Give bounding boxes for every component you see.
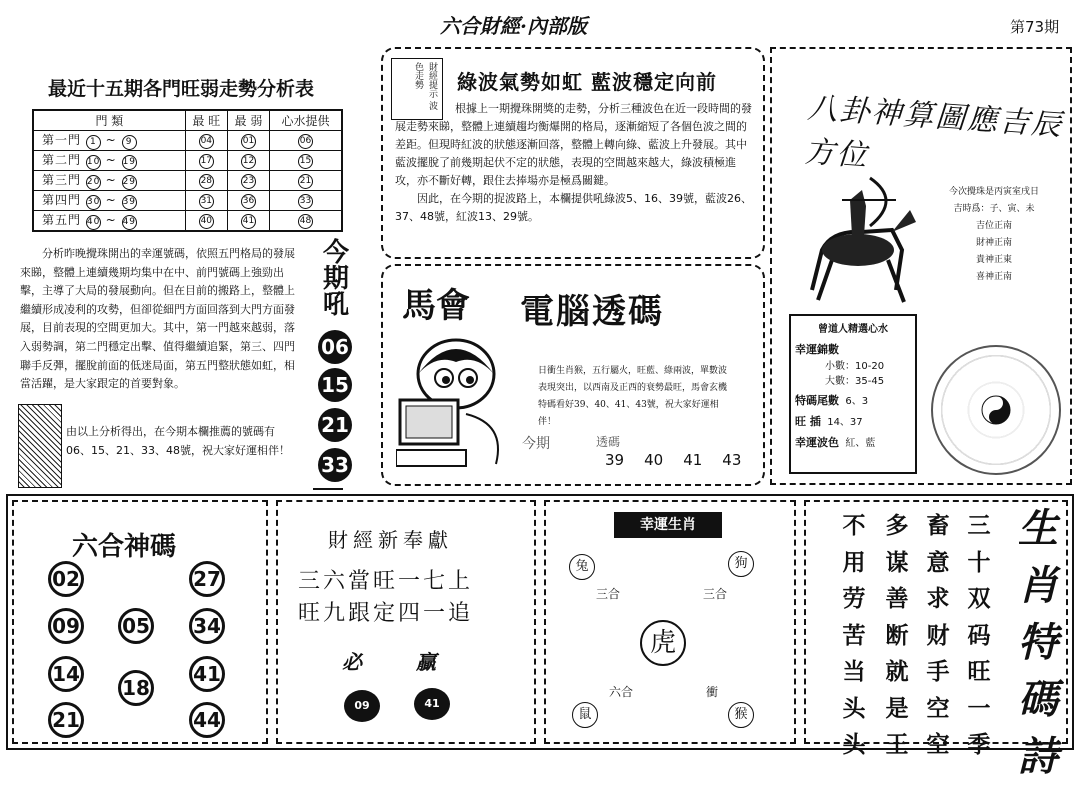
poem-column: 多谋善断就是王 (885, 512, 909, 758)
zodiac-item: 鼠 (572, 702, 598, 728)
tip-cell (270, 150, 342, 170)
range-sep: ~ (105, 212, 117, 227)
gate-label: 第五門 (42, 212, 82, 227)
best-cell (185, 210, 227, 231)
gate-label: 第三門 (42, 172, 82, 187)
wave-stamp: 財經提示 波色走勢 (391, 58, 443, 120)
wave-para1: 根據上一期攪珠開獎的走勢，分析三種波色在近一段時間的發展走勢來睇，整體上連續趨均衡爆開的格局，逐漸縮短了各個色波之間的差距。但現時紅波的狀態逐漸回落，整體上轉向綠、藍波上升發展。其中藍波擺脫了前幾期起伏不定的狀態，表現的空間越來越大，綠波積極進攻，亦不斷好轉，跟住去捧場亦是極爲關鍵。 (395, 102, 752, 187)
lucky-prosper: 14、37 (827, 417, 863, 428)
tip-value: 06 (298, 134, 313, 149)
trend-analysis: 分析昨晚攪珠開出的幸運號碼，依照五門格局的發展來睇，整體上連續幾期均集中在中、前門號碼上強勁出擊，主導了大局的發展動向。但在目前的搬路上，整體上繼續形成凌利的攻勢，但卻從細門方面回落到大門方面發展，目前表現的空間更加大。其中，第一門越來越弱，落入弱勢調，第二門穩定出擊、值得繼續追緊，第三、四門聯手反彈，擺脫前面的低迷局面，第五門整狀態如虹，相當活躍，是大家跟定的首要對象。 (20, 247, 295, 391)
finance-line2: 旺九跟定四一追 (298, 601, 474, 626)
range-from: 40 (86, 215, 101, 230)
weak-value: 12 (241, 154, 256, 169)
gate-label: 第一門 (42, 132, 82, 147)
computer-number: 43 (722, 451, 742, 469)
best-value: 28 (199, 174, 214, 189)
lucky-box (789, 314, 917, 474)
col-tip: 心水提供 (270, 110, 342, 130)
computer-illustration (396, 334, 526, 474)
tip-cell (270, 170, 342, 190)
range-sep: ~ (105, 172, 117, 187)
archer-rider-icon (792, 170, 922, 308)
trend-table (32, 109, 343, 232)
best-cell (185, 190, 227, 210)
weak-value: 01 (241, 134, 256, 149)
gate-label: 第四門 (42, 192, 82, 207)
weak-cell (227, 150, 269, 170)
weak-cell (227, 130, 269, 150)
fortune-line: 財神正南 (975, 238, 1012, 248)
col-weak: 最 弱 (227, 110, 269, 130)
weak-cell (227, 170, 269, 190)
finance-must: 必 (342, 650, 362, 674)
zodiac-relation: 三合 (703, 587, 728, 601)
masthead: 六合財經·內部版 (440, 14, 587, 38)
lucky-tail-label: 特碼尾數 (795, 394, 839, 407)
tip-cell (270, 210, 342, 231)
god-code: 18 (118, 670, 154, 706)
range-to: 19 (122, 155, 137, 170)
poem-column: 畜意求财手空空 (926, 512, 950, 758)
mascot-pupil (466, 376, 474, 384)
finance-title: 財經新奉獻 (328, 528, 453, 552)
god-codes-title: 六合神碼 (72, 532, 177, 562)
lucky-tail: 6、3 (845, 396, 869, 407)
range-from: 30 (86, 195, 101, 210)
lucky-count-label: 幸運錦數 (795, 343, 839, 356)
best-value: 31 (199, 194, 214, 209)
tip-value: 15 (298, 154, 313, 169)
zodiac-relation: 衝 (706, 685, 719, 699)
computer-number: 41 (683, 451, 703, 469)
table-row (33, 150, 342, 170)
trend-header-row (33, 110, 342, 130)
poem-column: 三十双码旺一季 (967, 512, 991, 758)
rider (850, 190, 866, 236)
zodiac-item: 兔 (569, 554, 595, 580)
fortune-title: 八卦神算圖應吉辰方位 (803, 90, 1065, 174)
gate-cell (33, 210, 185, 231)
gate-cell (33, 130, 185, 150)
table-row (33, 190, 342, 210)
zodiac-center: 虎 (640, 620, 686, 666)
keyboard (396, 450, 466, 466)
fortune-line: 吉時爲：子、寅、未 (953, 204, 1035, 214)
mascot-pupil (442, 376, 450, 384)
table-row (33, 170, 342, 190)
tip-value: 48 (298, 214, 313, 229)
lucky-color-label: 幸運波色 (795, 436, 839, 449)
wave-para2: 因此，在今期的捉波路上，本欄提供吼綠波5、16、39號，藍波26、37、48號，紅波13、29號。 (395, 192, 752, 223)
range-to: 9 (122, 135, 137, 150)
computer-number: 39 (605, 451, 625, 469)
roar-ball: 21 (318, 408, 352, 442)
range-to: 49 (122, 215, 137, 230)
god-code: 41 (189, 656, 225, 692)
finance-line1: 三六當旺一七上 (298, 569, 474, 594)
trend-title: 最近十五期各門旺弱走勢分析表 (48, 78, 315, 100)
table-row (33, 210, 342, 231)
computer-label-this: 今期 (522, 436, 550, 452)
gate-cell (33, 170, 185, 190)
lucky-large: 大數：35-45 (825, 376, 885, 387)
bow (870, 178, 886, 226)
roar-label: 今期吼 (322, 238, 349, 320)
tip-value: 21 (298, 174, 313, 189)
finance-number: 09 (344, 690, 380, 722)
god-code: 27 (189, 561, 225, 597)
poem-title: 生肖特碼詩 (1018, 505, 1058, 780)
gate-cell (33, 150, 185, 170)
range-sep: ~ (105, 152, 117, 167)
zodiac-relation: 三合 (596, 587, 621, 601)
horse-head (892, 210, 916, 232)
zodiac-item: 猴 (728, 702, 754, 728)
bagua-wheel-icon (931, 345, 1061, 475)
lucky-header: 曾道人精選心水 (818, 324, 888, 335)
fortune-line: 吉位正南 (975, 221, 1012, 231)
gate-label: 第二門 (42, 152, 82, 167)
range-from: 20 (86, 175, 101, 190)
tip-cell (270, 190, 342, 210)
weak-cell (227, 210, 269, 231)
best-cell (185, 170, 227, 190)
fortune-line: 貴神正東 (975, 255, 1012, 265)
god-code: 44 (189, 702, 225, 738)
lucky-prosper-label: 旺 插 (795, 415, 821, 428)
wave-body (395, 100, 755, 226)
finance-number: 41 (414, 688, 450, 720)
table-row (33, 130, 342, 150)
horse-body (822, 234, 894, 266)
best-value: 40 (199, 214, 214, 229)
tip-value: 33 (298, 194, 313, 209)
mascot-body (466, 414, 498, 464)
god-code: 02 (48, 561, 84, 597)
best-cell (185, 150, 227, 170)
range-sep: ~ (105, 132, 117, 147)
best-value: 17 (199, 154, 214, 169)
fortune-info (924, 184, 1064, 286)
computer-label-pick: 透碼 (596, 435, 621, 449)
zodiac-title: 幸運生肖 (614, 512, 722, 538)
range-sep: ~ (105, 192, 117, 207)
best-value: 04 (199, 134, 214, 149)
issue-number: 第73期 (1010, 18, 1060, 36)
monitor-screen (406, 406, 452, 438)
range-to: 29 (122, 175, 137, 190)
fortune-line: 今次攪珠是丙寅室戌日 (948, 187, 1039, 197)
weak-value: 36 (241, 194, 256, 209)
gate-cell (33, 190, 185, 210)
lucky-color: 紅、藍 (845, 438, 876, 449)
computer-number: 40 (644, 451, 664, 469)
god-code: 09 (48, 608, 84, 644)
best-cell (185, 130, 227, 150)
range-to: 39 (122, 195, 137, 210)
yin-yang-icon (933, 347, 1059, 473)
lucky-small: 小數：10-20 (825, 361, 885, 372)
computer-title1: 馬會 (402, 286, 470, 326)
col-gate: 門 類 (33, 110, 185, 130)
roar-ball: 15 (318, 368, 352, 402)
col-best: 最 旺 (185, 110, 227, 130)
decorative-image (18, 404, 62, 488)
god-code: 21 (48, 702, 84, 738)
range-from: 10 (86, 155, 101, 170)
tip-cell (270, 130, 342, 150)
computer-numbers (605, 451, 741, 469)
god-code: 14 (48, 656, 84, 692)
wave-title: 綠波氣勢如虹 藍波穩定向前 (457, 70, 717, 94)
poem-column: 不用劳苦当头头 (842, 512, 866, 758)
computer-text: 日衝生肖猴，五行屬火，旺藍、綠兩波，單數波表現突出，以西南及正西的衰勢最旺，馬會玄機特碼看好39、40、41、43號，祝大家好運相伴！ (538, 366, 728, 427)
computer-title2: 電腦透碼 (520, 292, 664, 332)
god-code: 05 (118, 608, 154, 644)
fortune-line: 喜神正南 (975, 272, 1012, 282)
trend-closing: 由以上分析得出，在今期本欄推薦的號碼有06、15、21、33、48號，祝大家好運相伴！ (66, 425, 290, 457)
weak-value: 41 (241, 214, 256, 229)
god-code: 34 (189, 608, 225, 644)
weak-cell (227, 190, 269, 210)
roar-ball: 33 (318, 448, 352, 482)
zodiac-item: 狗 (728, 551, 754, 577)
finance-win: 贏 (416, 650, 436, 674)
divider (313, 488, 343, 490)
range-from: 1 (86, 135, 101, 150)
roar-ball: 06 (318, 330, 352, 364)
weak-value: 23 (241, 174, 256, 189)
zodiac-relation: 六合 (609, 685, 634, 699)
